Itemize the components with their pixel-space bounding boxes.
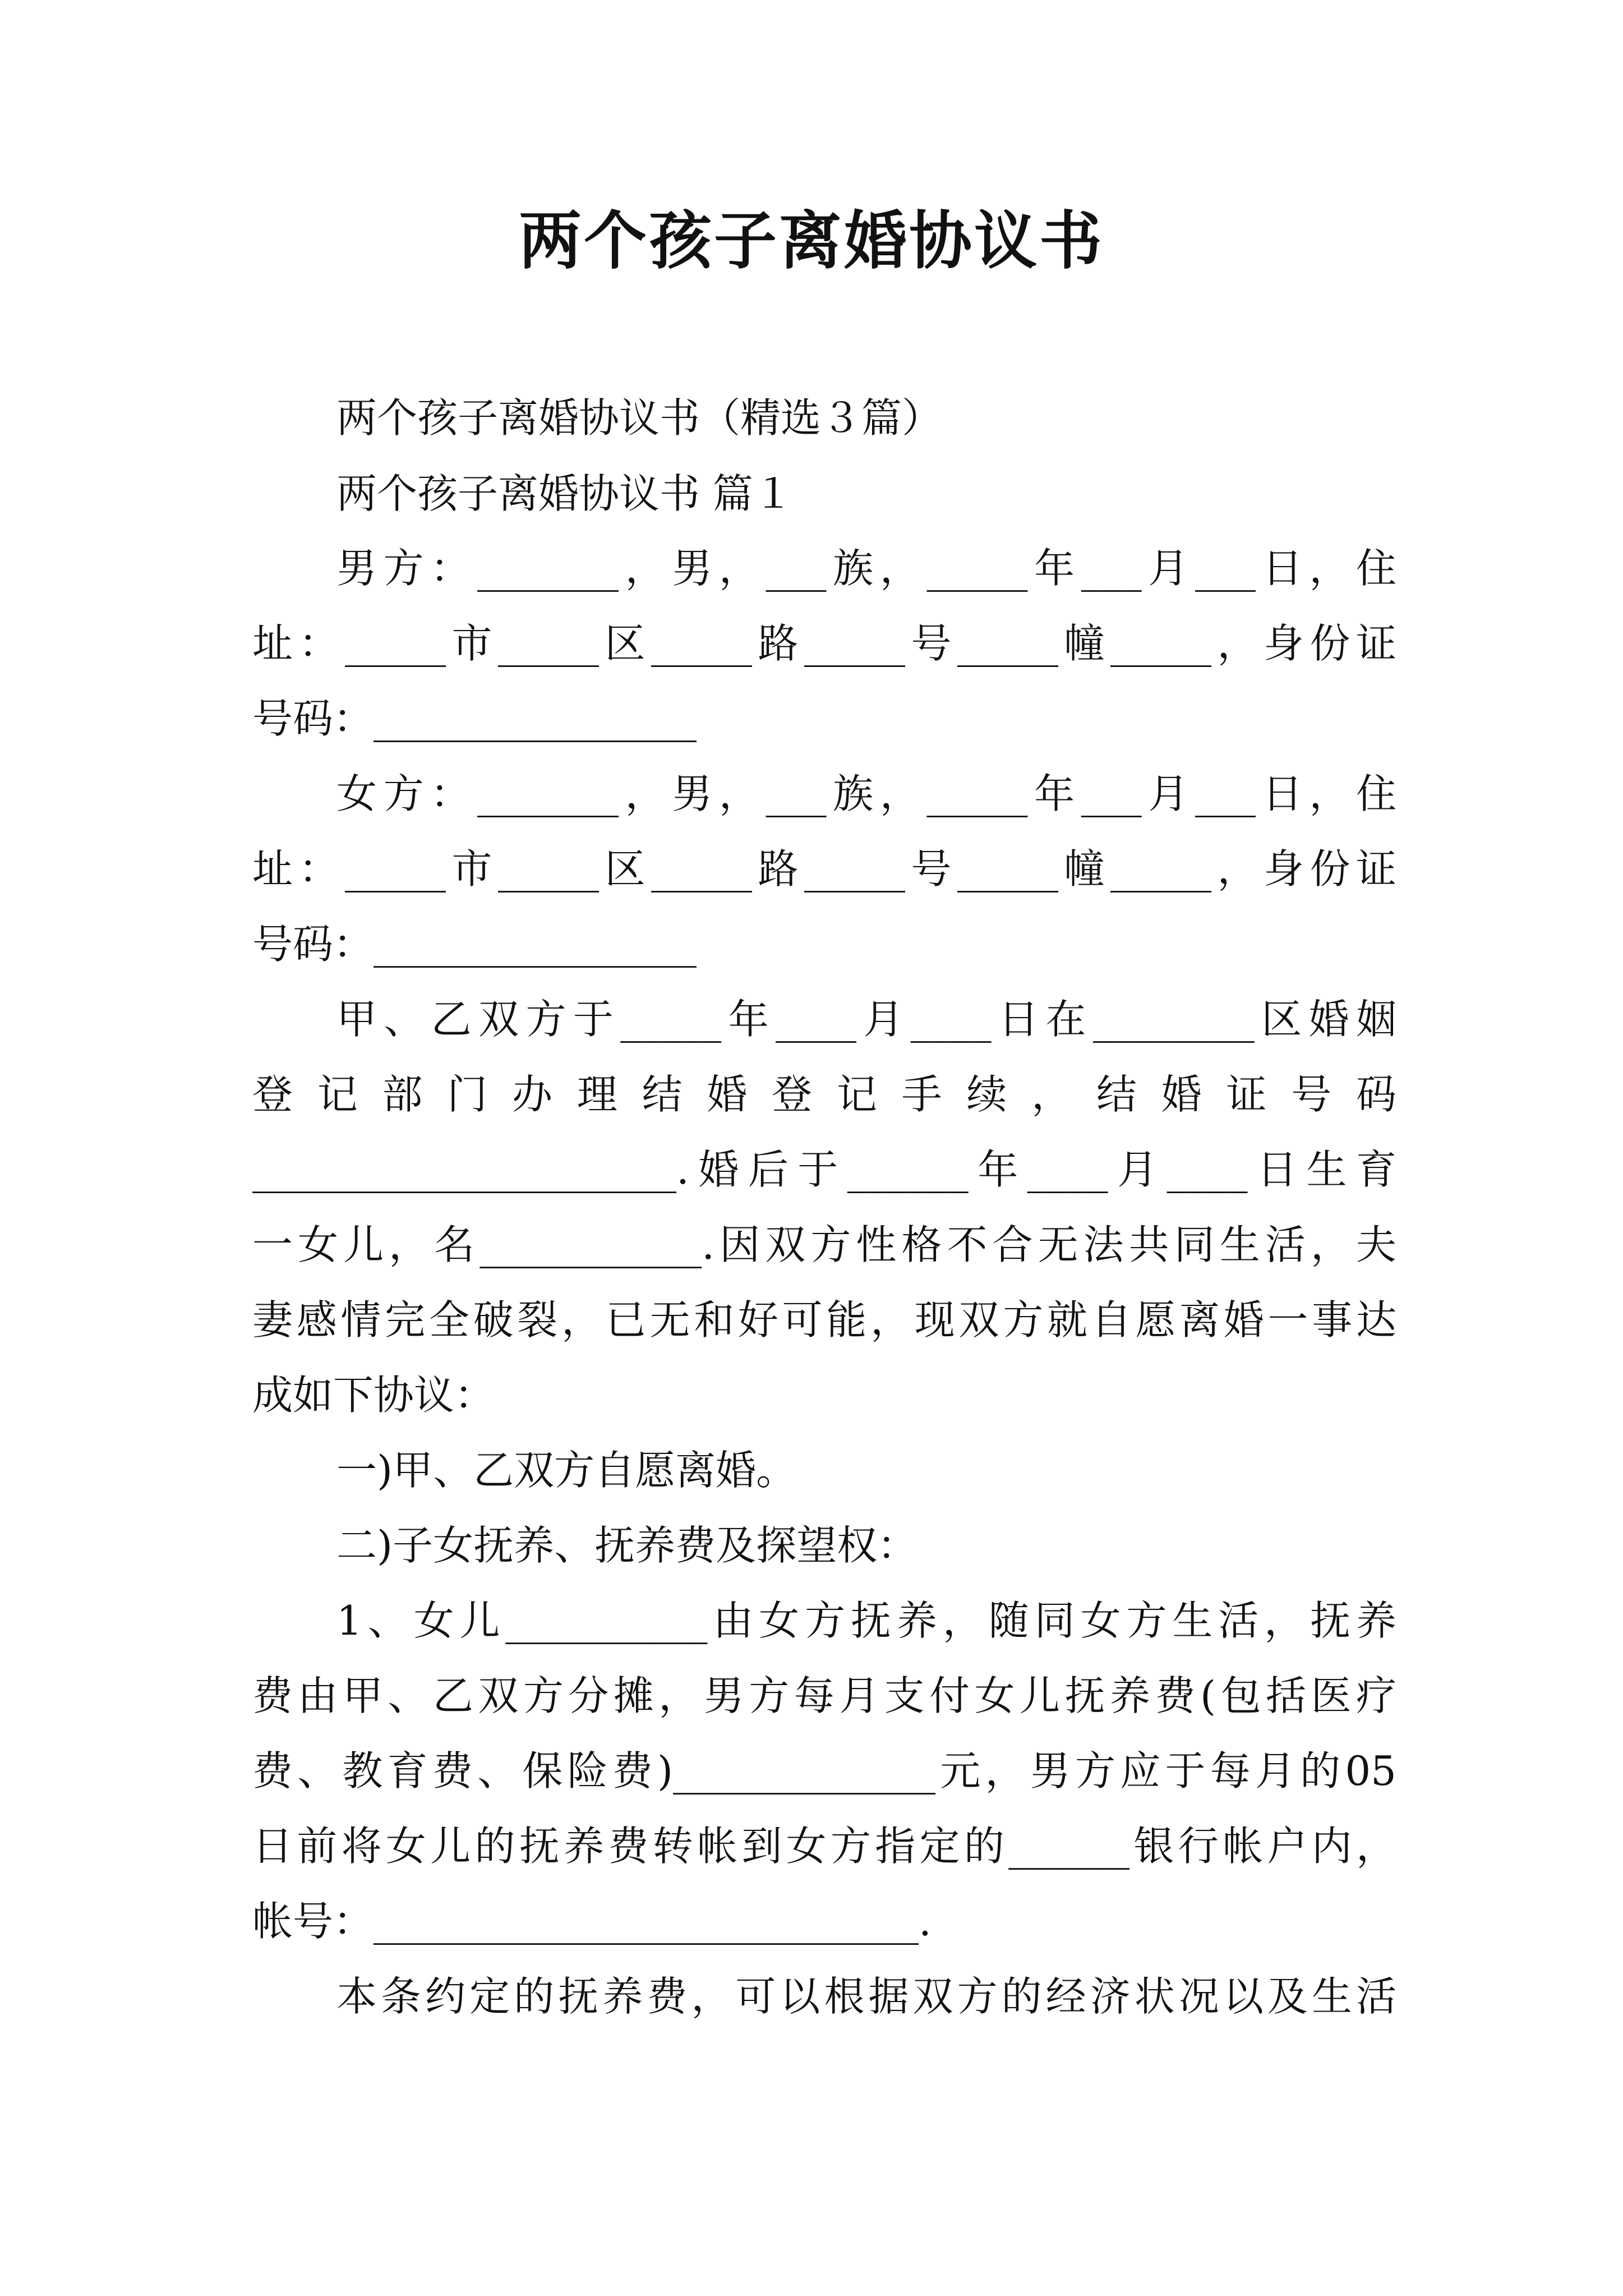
custody-paragraph-line-5: 帐号：___________________________. — [252, 1898, 932, 1945]
adjustment-paragraph-line-1: 本条约定的抚养费，可以根据双方的经济状况以及生活 — [336, 1973, 1396, 2020]
male-party-line-1: 男方：_______，男，___族，_____年___月___日，住 — [336, 545, 1396, 592]
marriage-paragraph-line-4: 一女儿，名___________.因双方性格不合无法共同生活，夫 — [252, 1221, 1396, 1268]
document-title: 两个孩子离婚协议书 — [519, 204, 1104, 278]
male-party-line-2: 址：_____市_____区_____路_____号_____幢_____，身份证 — [252, 620, 1396, 667]
clause-1: 一)甲、乙双方自愿离婚。 — [336, 1447, 797, 1494]
custody-paragraph-line-1: 1、女儿__________由女方抚养，随同女方生活，抚养 — [336, 1597, 1396, 1644]
custody-paragraph-line-2: 费由甲、乙双方分摊，男方每月支付女儿抚养费(包括医疗 — [252, 1672, 1396, 1719]
female-party-line-1: 女方：_______，男，___族，_____年___月___日，住 — [336, 770, 1396, 817]
female-party-line-3: 号码：________________ — [252, 921, 697, 968]
section-heading-1: 两个孩子离婚协议书 篇１ — [336, 470, 794, 517]
marriage-paragraph-line-3: _____________________.婚后于______年____月____日生育 — [252, 1146, 1396, 1193]
marriage-paragraph-line-6: 成如下协议： — [252, 1372, 495, 1419]
custody-paragraph-line-3: 费、教育费、保险费)_____________元，男方应于每月的05 — [252, 1747, 1396, 1795]
clause-2-heading: 二)子女抚养、抚养费及探望权： — [336, 1522, 918, 1569]
marriage-paragraph-line-2: 登 记 部 门 办 理 结 婚 登 记 手 续 ， 结 婚 证 号 码 — [252, 1071, 1396, 1118]
custody-paragraph-line-4: 日前将女儿的抚养费转帐到女方指定的______银行帐户内， — [252, 1823, 1396, 1870]
marriage-paragraph-line-5: 妻感情完全破裂，已无和好可能，现双方就自愿离婚一事达 — [252, 1296, 1396, 1343]
female-party-line-2: 址：_____市_____区_____路_____号_____幢_____，身份证 — [252, 845, 1396, 892]
marriage-paragraph-line-1: 甲、乙双方于_____年____月____日在________区婚姻 — [336, 996, 1396, 1043]
subtitle-selection: 两个孩子离婚协议书（精选３篇） — [336, 394, 943, 441]
male-party-line-3: 号码：________________ — [252, 695, 697, 742]
